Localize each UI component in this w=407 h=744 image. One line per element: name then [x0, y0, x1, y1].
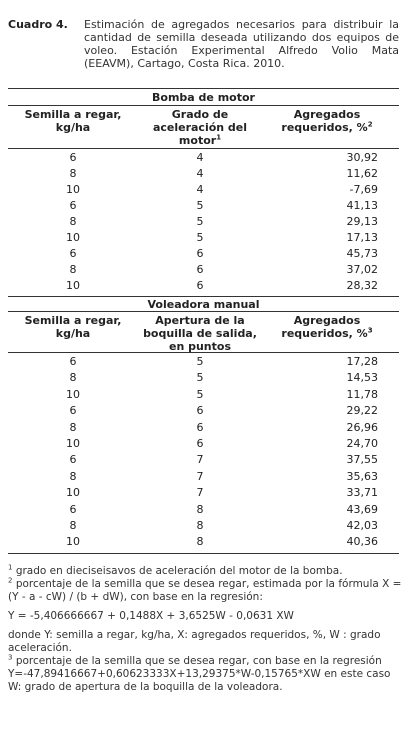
table-cell: 8	[196, 535, 204, 549]
table-cell: 35,63	[346, 469, 378, 483]
table-cell: 6	[69, 355, 77, 368]
table-row	[0, 421, 407, 439]
table-cell: 10	[66, 535, 80, 549]
table-cell: 42,03	[346, 519, 378, 532]
table-row	[0, 355, 407, 373]
table-cell: 5	[196, 371, 204, 385]
table-cell: 8	[69, 371, 77, 385]
table-cell: 14,53	[346, 371, 378, 385]
footnote-where: donde Y: semilla a regar, kg/ha, X: agregados requeridos, %, W : grado aceleración.	[8, 629, 381, 654]
table-row	[0, 453, 407, 471]
header-rule	[8, 148, 399, 149]
table-cell: 30,92	[346, 151, 378, 164]
section-title-bomba: Bomba de motor	[152, 91, 255, 104]
table-cell: 5	[196, 199, 204, 212]
table-cell: 26,96	[346, 420, 378, 434]
bottom-rule	[8, 553, 399, 554]
header-apertura: Apertura de la boquilla de salida, en puntos	[143, 314, 257, 353]
table-row	[0, 388, 407, 406]
table-row	[0, 279, 407, 297]
table-cell: 5	[196, 355, 204, 368]
regression-formula: Y = -5,406666667 + 0,1488X + 3,6525W - 0,0631 XW	[8, 610, 294, 622]
table-cell: 8	[196, 519, 204, 532]
footnote-1: $^1$ grado en dieciseisavos de aceleración del motor de la bomba.	[8, 563, 343, 577]
table-cell: 8	[69, 420, 77, 434]
table-cell: 6	[196, 263, 204, 276]
table-row	[0, 371, 407, 389]
table-cell: 8	[69, 215, 77, 228]
table-cell: 7	[196, 453, 204, 467]
footnote-3: $^3$ porcentaje de la semilla que se desea regar, con base en la regresión Y=-47,89416667+0,60623333X+13,29375*W-0,15765*XW en este caso W: grado de apertura de la boquilla de la voleadora.	[8, 653, 391, 693]
section-rule	[8, 105, 399, 106]
table-cell: 6	[69, 453, 77, 467]
table-cell: 24,70	[346, 437, 378, 450]
header-rule	[8, 352, 399, 353]
table-cell: 8	[196, 502, 204, 516]
table-cell: 17,28	[346, 355, 378, 368]
section-rule	[8, 296, 399, 297]
table-cell: 5	[196, 387, 204, 401]
table-cell: 10	[66, 231, 80, 244]
header-grado: Grado de aceleración del motor$^1$	[152, 108, 248, 147]
table-row	[0, 404, 407, 422]
table-cell: 6	[196, 437, 204, 450]
table-cell: 4	[196, 151, 204, 164]
table-cell: 29,22	[346, 404, 378, 418]
table-cell: 8	[69, 469, 77, 483]
table-cell: 6	[196, 279, 204, 292]
table-cell: 5	[196, 215, 204, 228]
table-cell: 45,73	[346, 247, 378, 260]
table-cell: -7,69	[349, 183, 378, 196]
section-title-voleadora: Voleadora manual	[147, 298, 260, 311]
table-cell: 6	[196, 247, 204, 260]
footnote-2: $^2$ porcentaje de la semilla que se desea regar, estimada por la fórmula X = (Y - a - cW) / (b + dW), con base en la regresión:	[8, 576, 402, 603]
table-row	[0, 519, 407, 537]
table-row	[0, 486, 407, 504]
table-cell: 28,32	[346, 279, 378, 292]
table-cell: 6	[69, 199, 77, 212]
header-agregados: Agregados requeridos, %$^3$	[281, 314, 373, 340]
header-semilla: Semilla a regar, kg/ha	[24, 314, 122, 340]
table-cell: 11,78	[346, 387, 378, 401]
table-cell: 10	[66, 387, 80, 401]
table-row	[0, 503, 407, 521]
table-cell: 41,13	[346, 199, 378, 212]
caption-number: Cuadro 4.	[8, 18, 68, 31]
table-cell: 7	[196, 469, 204, 483]
table-cell: 29,13	[346, 215, 378, 228]
table-cell: 11,62	[346, 167, 378, 180]
table-cell: 10	[66, 486, 80, 500]
table-cell: 6	[69, 247, 77, 260]
table-cell: 10	[66, 437, 80, 450]
table-cell: 10	[66, 279, 80, 292]
top-rule	[8, 88, 399, 89]
table-cell: 40,36	[346, 535, 378, 549]
table-row	[0, 437, 407, 455]
table-row	[0, 470, 407, 488]
table-cell: 5	[196, 231, 204, 244]
table-cell: 8	[69, 263, 77, 276]
table-cell: 17,13	[346, 231, 378, 244]
caption-text: Estimación de agregados necesarios para distribuir la cantidad de semilla deseada utilizando dos equipos de voleo. Estación Experimental Alfredo Volio Mata (EEAVM), Cartago, Costa Rica. 2010.	[84, 18, 399, 70]
table-cell: 4	[196, 183, 204, 196]
table-cell: 6	[196, 420, 204, 434]
footnotes	[8, 565, 403, 694]
section-rule	[8, 311, 399, 312]
table-cell: 6	[196, 404, 204, 418]
table-cell: 33,71	[346, 486, 378, 500]
table-cell: 37,02	[346, 263, 378, 276]
table-cell: 8	[69, 519, 77, 532]
table-cell: 7	[196, 486, 204, 500]
table-cell: 37,55	[346, 453, 378, 467]
header-semilla: Semilla a regar, kg/ha	[24, 108, 122, 134]
header-agregados: Agregados requeridos, %$^2$	[281, 108, 373, 134]
table-cell: 43,69	[346, 502, 378, 516]
table-cell: 6	[69, 502, 77, 516]
table-row	[0, 535, 407, 553]
table-cell: 4	[196, 167, 204, 180]
table-cell: 8	[69, 167, 77, 180]
table-cell: 10	[66, 183, 80, 196]
table-cell: 6	[69, 151, 77, 164]
table-cell: 6	[69, 404, 77, 418]
